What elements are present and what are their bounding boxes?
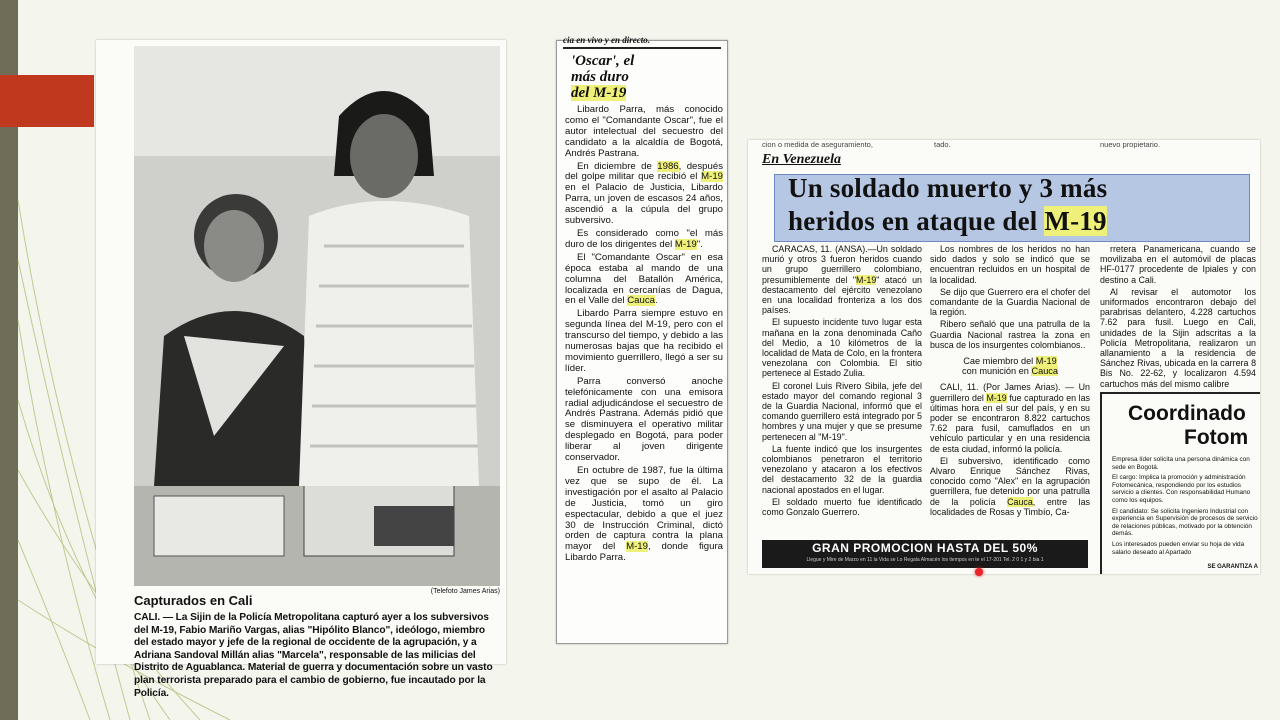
header-rule [563,47,721,49]
article-column-1 [762,244,922,519]
subheading: Cae miembro del M-19 con munición en Cauca [961,356,1059,377]
promo-title: GRAN PROMOCION HASTA DEL 50% [812,541,1038,555]
paragraph: En diciembre de 1986, después del golpe militar que recibió el M-19 en el Palacio de Justicia, Libardo Parra, un joven de escasos 24 años, ascendió a la cúpula del grupo subversivo. [565,160,723,227]
caption-title: Capturados en Cali [134,593,253,608]
top-fragment: tado. [934,140,951,149]
top-fragment: nuevo propietario. [1100,140,1161,149]
article-headline [788,172,1107,238]
highlight: M-19 [986,392,1007,403]
column-body [565,105,723,566]
paragraph: En octubre de 1987, fue la última vez que se supo de él. La investigación por el asalto al Palacio de Justicia, tomó un giro espectacular, debido a que el juez 30 de Instrucción Criminal, dictó orden de captura contra la plana mayor del M-19, donde figura Libardo Parra. [565,465,723,564]
photo-clipping [96,40,506,699]
paragraph: Parra conversó anoche telefónicamente con una emisora radial adjudicándose el secuestro de Andrés Pastrana. Además pidió que se disminuyera el operativo militar desplegado en Bogotá, para poder liberar al joven dirigente conservador. [565,375,723,464]
paragraph: El "Comandante Oscar" en esa época estaba al mando de una columna del Batallón América, localizada en cercanías de Dagua, en el Valle del Cauca. [565,251,723,307]
article-column-3 [1100,244,1256,391]
headline-line-1: 'Oscar', el [571,53,635,69]
paragraph: Libardo Parra siempre estuvo en segunda línea del M-19, pero con el transcurso del tiempo, y debido a las numerosas bajas que ha recibido el movimiento guerrillero, llegó a ser su líder. [565,308,723,374]
slide-accent-tab [0,75,94,127]
paragraph: El coronel Luis Rivero Sibila, jefe del estado mayor del comando regional 3 de la Guardia Nacional, informó que el comando guerrillero está integrado por 5 hombres y una mujer y que se presume pertenecen al "M-19". [762,380,922,442]
paragraph: Los nombres de los heridos no han sido dados y solo se indicó que se encuentran recluidos en un hospital de la localidad. [930,244,1090,285]
kicker: En Venezuela [762,152,841,167]
paragraph: rretera Panamericana, cuando se movilizaba en el automóvil de placas HF-0177 procedente de Ipiales y con destino a Cali. [1100,244,1256,285]
paragraph: CALI, 11. (Por James Arias). — Un guerrillero del M-19 fue capturado en las últimas hora en el sur del país, y en su poder se encontraron 8.822 cartuchos 7.62 para fusil, camuflados en un vehículo particular y en una residencia de esta ciudad, informó la policía. [930,382,1090,454]
ad-title-1: Coordinado [1128,402,1246,425]
headline-line-1: Un soldado muerto y 3 más [788,173,1108,203]
highlight: Cauca [627,295,655,307]
article-column-2 [930,244,1090,519]
paragraph: El subversivo, identificado como Alvaro Enrique Sánchez Rivas, conocido como "Alex" en la agrupación guerrillera, fue detenido por una patrulla de la policía Cauca, entre las localidades de Rosas y Timbío, Ca- [930,455,1090,517]
highlight: 1986 [657,160,679,172]
headline-line-3: del M-19 [571,85,627,101]
highlight: M-19 [701,171,723,183]
highlight: M-19 [1035,356,1057,367]
highlight: M-19 [1044,206,1107,236]
paragraph: CARACAS, 11. (ANSA).—Un soldado murió y otros 3 fueron heridos cuando un grupo guerrillero colombiano, presumiblemente del "M-19" atacó un destacamento del ejército venezolano en una localidad fronteriza a los dos países. [762,244,922,316]
headline-line-2: heridos en ataque del M-19 [788,206,1107,236]
highlight: Cauca [1031,366,1059,377]
ad-paragraph: Empresa líder solicita una persona dinámica con sede en Bogotá. [1112,456,1250,471]
ad-footer: SE GARANTIZA A [1207,564,1258,570]
promo-banner [762,540,1088,568]
highlight: M-19 [626,541,648,553]
ad-paragraph: Los interesados pueden enviar su hoja de vida salario deseado al Apartado [1112,540,1245,556]
laser-pointer-dot [975,568,983,576]
highlight: M-19 [674,238,697,250]
paragraph: El supuesto incidente tuvo lugar esta mañana en la zona denominada Caño del Medio, a 10 kilómetros de la localidad de Mata de Colo, en la frontera venezolana con Colombia. El sitio pertenece al Estado Zulia. [762,317,922,379]
top-fragment: cia en vivo y en directo. [563,35,650,45]
highlight: Cauca [1007,496,1033,507]
ad-title-2: Fotom [1184,426,1249,449]
headline-line-2: más duro [571,69,629,85]
venezuela-clipping [748,140,1260,574]
promo-small: Llegue y Mire de Marzo en 11 la Vida se Lo Regala Almacén los tiempos en te el 17-201 Tel. 2 0 1 y 2 bia 1 [806,557,1044,563]
top-fragment: cion o medida de aseguramiento, [762,140,873,149]
highlight: M-19 [856,274,877,285]
paragraph: Ribero señaló que una patrulla de la Guardia Nacional rastrea la zona en busca de los insurgentes colombianos.. [930,319,1090,350]
column-headline [571,53,634,101]
job-ad [1100,392,1260,574]
paragraph: Libardo Parra, más conocido como el "Comandante Oscar", fue el autor intelectual del secuestro del candidato a la alcaldía de Bogotá, Andrés Pastrana. [565,104,723,159]
ad-paragraph: El cargo: Implica la promoción y administración Fotomecánica, respondiendo por los estudios servicio a clientes. Con responsabilidad Humano como los equipos. [1112,474,1251,504]
ad-body [1112,456,1262,559]
column-clipping [556,35,728,644]
paragraph: La fuente indicó que los insurgentes colombianos penetraron el territorio venezolano y atacaron a los efectivos del destacamento 32 de la guardia nacional apostados en el lugar. [762,443,922,495]
caption-body: CALI. — La Sijin de la Policía Metropolitana capturó ayer a los subversivos del M-19, Fabio Mariño Vargas, alias "Hipólito Blanco", ideólogo, miembro del estado mayor y jefe de la regional de occidente de la agrupación, y a Adriana Sandoval Millán alias "Marcela", responsable de las milicias del Distrito de Aguablanca. Material de guerra y documentación sobre un vasto plan terrorista preparado para el cambio de gobierno, fue incautado por la Policía. [134,612,493,699]
photo-credit: (Telefoto James Arias) [430,588,500,595]
paragraph: Se dijo que Guerrero era el chofer del comandante de la Guardia Nacional de la región. [930,286,1090,318]
paragraph: Es considerado como "el más duro de los dirigentes del M-19". [565,227,723,250]
news-photo [134,46,500,586]
paragraph: Al revisar el automotor los uniformados encontraron debajo del parabrisas delantero, 4.228 cartuchos 7.62 para fusil. Luego en Cali, unidades de la Sijin adscritas a la Policía Metropolitana, realizaron un allanamiento a la residencia de Sánchez Rivas, ubicada en la carrera 8 Bis No. 22-62, y localizaron 4.594 cartuchos más del mismo calibre [1100,286,1256,389]
ad-paragraph: El candidato: Se solicita Ingeniero Industrial con experiencia en Supervisión de procesos de servicio de relaciones públicas, motivado por la obtención demás. [1112,507,1258,538]
paragraph: El soldado muerto fue identificado como Gonzalo Guerrero. [762,496,922,518]
